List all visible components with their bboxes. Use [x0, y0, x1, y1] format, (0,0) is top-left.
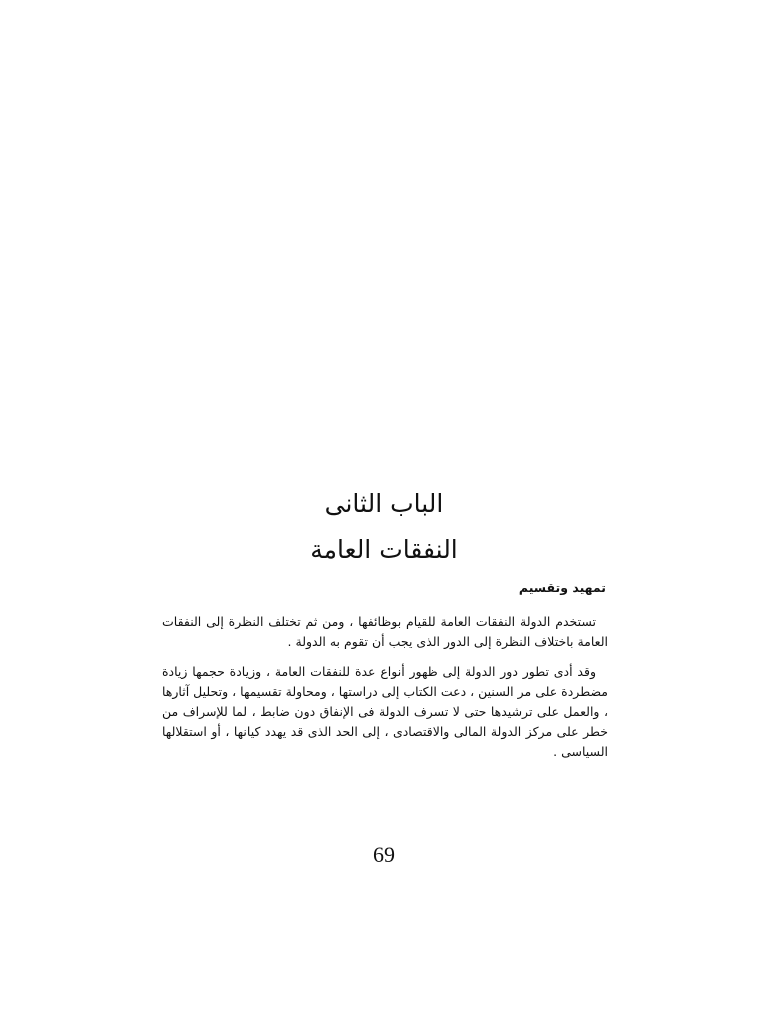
- section-heading: تمهيد وتقسيم: [518, 580, 606, 595]
- chapter-title: الباب الثانى: [324, 489, 444, 518]
- paragraph-intro: تستخدم الدولة النفقات العامة للقيام بوظائفها ، ومن ثم تختلف النظرة إلى النفقات العامة باختلاف النظرة إلى الدور الذى يجب أن تقوم به الدولة .: [162, 614, 608, 649]
- page-number: 69: [373, 842, 395, 867]
- chapter-subtitle: النفقات العامة: [310, 535, 458, 564]
- paragraph-development: وقد أدى تطور دور الدولة إلى ظهور أنواع عدة للنفقات العامة ، وزيادة حجمها زيادة مضطردة على مر السنين ، دعت الكتاب إلى دراستها ، ومحاولة تقسيمها ، وتحليل آثارها ، والعمل على ترشيدها حتى لا تسرف الدولة فى الإنفاق دون ضابط ، لما للإسراف من خطر على مركز الدولة المالى والاقتصادى ، إلى الحد الذى قد يهدد كيانها ، أو استقلالها السياسى .: [162, 664, 608, 759]
